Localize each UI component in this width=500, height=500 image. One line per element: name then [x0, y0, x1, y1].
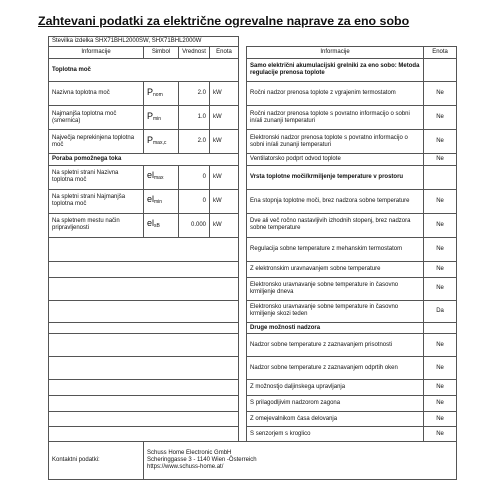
other-row-unit: Ne: [424, 396, 457, 412]
unit-cell: kW: [210, 189, 239, 213]
symbol-cell: $el_{sB}$: [144, 213, 179, 237]
contact-row: [49, 442, 457, 480]
heat-row-label: Najmanjša toplotna moč (smernica): [49, 106, 144, 130]
empty-cell: [49, 396, 239, 412]
other-row-unit: Ne: [424, 380, 457, 396]
other-row-label: S senzorjem s kroglico: [247, 427, 424, 442]
unit-cell: kW: [210, 213, 239, 237]
unit-cell: kW: [210, 82, 239, 106]
empty-cell: [49, 334, 239, 357]
storage-row-label: Elektronski nadzor prenosa toplote s povratno informacijo o sobni in/ali zunanji temperaturi: [247, 130, 424, 154]
storage-row-label: Ročni nadzor prenosa toplote s povratno informacijo o sobni in/ali zunanji temperaturi: [247, 106, 424, 130]
table-row: [49, 154, 457, 166]
control-row-label: Ena stopnja toplotne moči, brez nadzora sobne temperature: [247, 189, 424, 213]
table-row: [49, 213, 457, 237]
control-row-unit: Da: [424, 300, 457, 322]
symbol-cell: $P_{max,c}$: [144, 130, 179, 154]
left-header-unit: Enota: [210, 47, 239, 59]
unit-cell: kW: [210, 165, 239, 189]
other-options-section-title: Druge možnosti nadzora: [247, 322, 424, 334]
control-row-label: Regulacija sobne temperature z mehanskim termostatom: [247, 238, 424, 262]
storage-row-label: Ventilatorsko podprt odvod toplote: [247, 154, 424, 166]
empty-cell: [49, 427, 239, 442]
table-row: [49, 165, 457, 189]
symbol-cell: $el_{max}$: [144, 165, 179, 189]
unit-cell: kW: [210, 130, 239, 154]
other-row-unit: Ne: [424, 427, 457, 442]
table-row: [49, 58, 457, 81]
symbol-cell: $P_{min}$: [144, 106, 179, 130]
heat-output-section-title: Toplotna moč: [49, 58, 239, 81]
other-row-label: Z omejevalnikom časa delovanja: [247, 411, 424, 427]
value-cell: 0: [179, 165, 210, 189]
other-row-label: S prilagodljivim nadzorom zagona: [247, 396, 424, 412]
heat-row-label: Nazivna toplotna moč: [49, 82, 144, 106]
model-number: Številka izdelka SHX71BHL2000SW, SHX71BHL2000W: [49, 37, 239, 47]
table-row: [49, 238, 457, 262]
aux-row-label: Na spletnem mestu način pripravljenosti: [49, 213, 144, 237]
storage-row-label: Ročni nadzor prenosa toplote z vgrajenim termostatom: [247, 82, 424, 106]
table-row: [49, 427, 457, 442]
table-row: [49, 411, 457, 427]
table-row: [49, 106, 457, 130]
page-title: Zahtevani podatki za električne ogrevalne naprave za eno sobo: [38, 14, 410, 28]
control-row-unit: Ne: [424, 213, 457, 237]
table-row: [49, 189, 457, 213]
value-cell: 2.0: [179, 82, 210, 106]
table-row: [49, 322, 457, 334]
other-row-label: Z možnostjo daljinskega upravljanja: [247, 380, 424, 396]
control-row-label: Elektronsko uravnavanje sobne temperature in časovno krmiljenje skozi teden: [247, 300, 424, 322]
left-header-info: Informacije: [49, 47, 144, 59]
table-row: [49, 396, 457, 412]
control-row-unit: Ne: [424, 262, 457, 278]
contact-website: https://www.schuss-home.at/: [147, 464, 224, 471]
control-section-title: Vrsta toplotne moči/krmiljenje temperature v prostoru: [247, 165, 424, 189]
model-row: [49, 37, 457, 47]
table-row: [49, 130, 457, 154]
storage-section-title: Samo električni akumulacijski grelniki za eno sobo: Metoda regulacije prenosa toplote: [247, 58, 424, 81]
table-row: [49, 277, 457, 300]
contact-company: Schuss Home Electronic GmbH: [147, 450, 232, 457]
other-row-unit: Ne: [424, 357, 457, 380]
other-row-unit: Ne: [424, 334, 457, 357]
left-header-value: Vrednost: [179, 47, 210, 59]
table-row: [49, 82, 457, 106]
table-row: [49, 380, 457, 396]
symbol-cell: $el_{min}$: [144, 189, 179, 213]
empty-cell: [49, 380, 239, 396]
aux-row-label: Na spletni strani Najmanjša toplotna moč: [49, 189, 144, 213]
table-row: [49, 334, 457, 357]
table-row: [49, 262, 457, 278]
storage-row-unit: Ne: [424, 106, 457, 130]
value-cell: 0.000: [179, 213, 210, 237]
aux-consumption-section-title: Poraba pomožnega toka: [49, 154, 239, 166]
storage-row-unit: Ne: [424, 154, 457, 166]
control-row-label: Elektronsko uravnavanje sobne temperature in časovno krmiljenje dneva: [247, 277, 424, 300]
empty-cell: [49, 262, 239, 278]
value-cell: 0: [179, 189, 210, 213]
table-row: [49, 300, 457, 322]
heat-row-label: Največja neprekinjena toplotna moč: [49, 130, 144, 154]
control-row-unit: Ne: [424, 189, 457, 213]
storage-row-unit: Ne: [424, 82, 457, 106]
spec-table: [48, 36, 457, 480]
unit-cell: kW: [210, 106, 239, 130]
value-cell: 2.0: [179, 130, 210, 154]
right-header-info: Informacije: [247, 47, 424, 59]
empty-cell: [49, 322, 239, 334]
control-row-label: Z elektronskim uravnavanjem sobne temperature: [247, 262, 424, 278]
left-header-symbol: Simbol: [144, 47, 179, 59]
aux-row-label: Na spletni strani Nazivna toplotna moč: [49, 165, 144, 189]
right-header-unit: Enota: [424, 47, 457, 59]
contact-label: Kontaktni podatki:: [49, 442, 144, 480]
control-row-unit: Ne: [424, 238, 457, 262]
empty-cell: [49, 277, 239, 300]
contact-address: Scheringgasse 3 - 1140 Wien -Österreich: [147, 457, 257, 464]
table-row: [49, 47, 457, 59]
empty-cell: [49, 411, 239, 427]
table-row: [49, 357, 457, 380]
other-row-label: Nadzor sobne temperature z zaznavanjem odprtih oken: [247, 357, 424, 380]
other-row-label: Nadzor sobne temperature z zaznavanjem prisotnosti: [247, 334, 424, 357]
empty-cell: [49, 357, 239, 380]
value-cell: 1.0: [179, 106, 210, 130]
empty-cell: [49, 300, 239, 322]
other-row-unit: Ne: [424, 411, 457, 427]
storage-row-unit: Ne: [424, 130, 457, 154]
control-row-label: Dve ali več ročno nastavljivih izhodnih stopenj, brez nadzora sobne temperature: [247, 213, 424, 237]
symbol-cell: $P_{nom}$: [144, 82, 179, 106]
control-row-unit: Ne: [424, 277, 457, 300]
contact-details: [144, 442, 457, 480]
empty-cell: [49, 238, 239, 262]
